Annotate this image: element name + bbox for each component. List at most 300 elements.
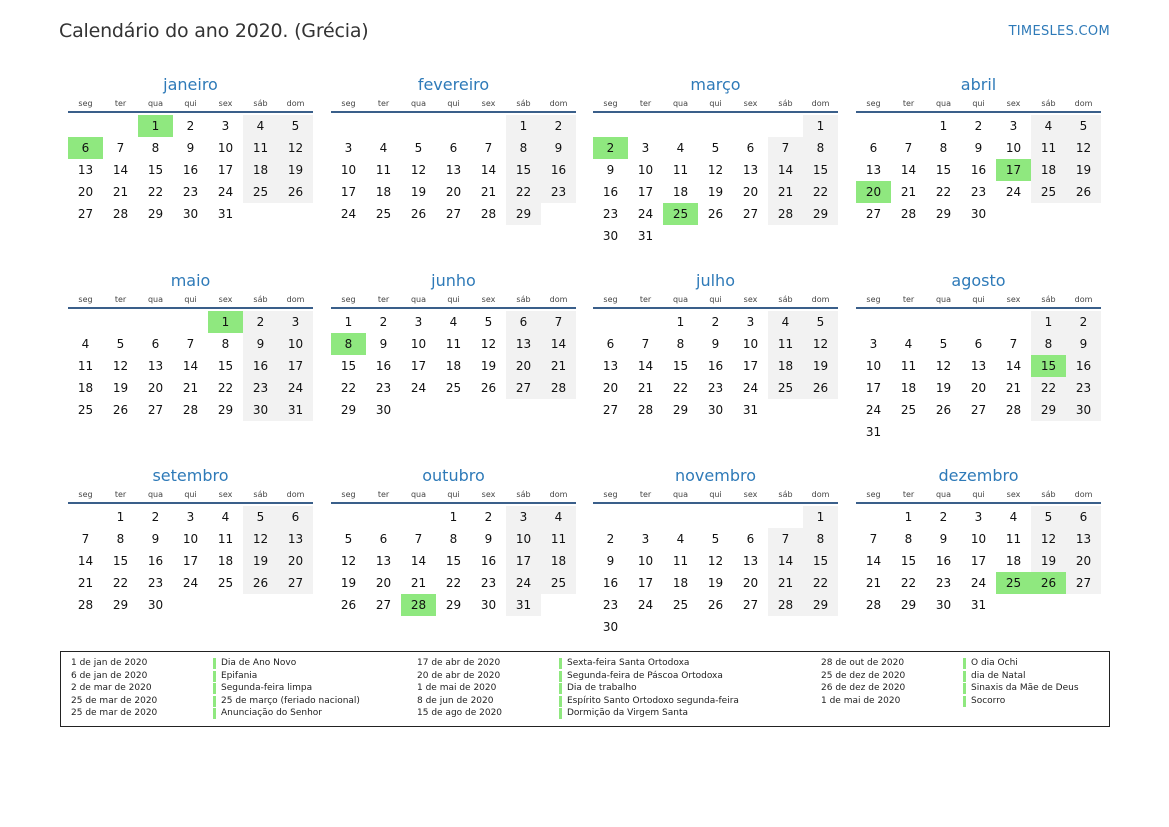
month-8 <box>856 270 1101 443</box>
day-cell: 29 <box>217 403 234 417</box>
day-cell: 26 <box>803 377 838 399</box>
empty-cell <box>593 311 628 333</box>
day-cell: 5 <box>1031 506 1066 528</box>
day-cell: 20 <box>970 381 987 395</box>
day-cell: 16 <box>147 554 164 568</box>
day-cell: 9 <box>606 163 615 177</box>
month-6 <box>331 270 576 421</box>
day-cell: 7 <box>641 337 650 351</box>
weekday-label: qua <box>410 295 427 304</box>
weekday-label: qui <box>709 295 722 304</box>
day-cell: 10 <box>182 532 199 546</box>
weekday-header <box>593 488 838 504</box>
day-cell: 15 <box>803 550 838 572</box>
month-10 <box>331 465 576 616</box>
weekday-label: ter <box>114 295 127 304</box>
day-cell: 27 <box>1066 572 1101 594</box>
day-cell: 24 <box>278 377 313 399</box>
day-cell: 10 <box>278 333 313 355</box>
day-cell: 7 <box>768 137 803 159</box>
day-cell: 9 <box>711 337 720 351</box>
site-link[interactable]: TIMESLES.COM <box>1008 24 1110 39</box>
weekday-header <box>593 97 838 113</box>
day-cell: 10 <box>970 532 987 546</box>
empty-cell <box>173 311 208 333</box>
day-cell: 26 <box>340 598 357 612</box>
weekday-label: sex <box>481 295 496 304</box>
day-cell: 2 <box>379 315 388 329</box>
weekday-label: ter <box>639 490 652 499</box>
legend-row <box>417 707 739 720</box>
day-cell: 22 <box>672 381 689 395</box>
day-cell: 14 <box>865 554 882 568</box>
day-cell: 7 <box>81 532 90 546</box>
day-cell: 5 <box>484 315 493 329</box>
day-cell: 17 <box>506 550 541 572</box>
day-cell: 18 <box>1005 554 1022 568</box>
days-grid <box>68 115 313 225</box>
day-cell: 26 <box>480 381 497 395</box>
day-cell: 11 <box>672 163 689 177</box>
day-cell: 7 <box>186 337 195 351</box>
day-cell: 31 <box>278 399 313 421</box>
day-cell: 1 <box>803 506 838 528</box>
month-name: abril <box>960 75 997 94</box>
day-cell: 10 <box>217 141 234 155</box>
legend-holiday-name: Sinaxis da Mãe de Deus <box>971 683 1079 694</box>
weekday-label: qui <box>972 490 985 499</box>
weekday-label: sáb <box>778 99 793 108</box>
day-cell: 19 <box>410 185 427 199</box>
weekday-label: sex <box>743 490 758 499</box>
weekday-label: dom <box>286 99 305 108</box>
holiday-day-cell: 17 <box>996 159 1031 181</box>
day-cell: 14 <box>637 359 654 373</box>
legend-row <box>417 657 739 670</box>
day-cell: 17 <box>278 355 313 377</box>
day-cell: 8 <box>506 137 541 159</box>
day-cell: 27 <box>278 572 313 594</box>
month-5 <box>68 270 313 421</box>
month-12 <box>856 465 1101 616</box>
weekday-header <box>856 293 1101 309</box>
day-cell: 12 <box>707 554 724 568</box>
day-cell: 4 <box>768 311 803 333</box>
weekday-label: qui <box>184 99 197 108</box>
day-cell: 22 <box>1031 377 1066 399</box>
day-cell: 13 <box>375 554 392 568</box>
weekday-label: dom <box>1074 99 1093 108</box>
day-cell: 24 <box>410 381 427 395</box>
day-cell: 17 <box>217 163 234 177</box>
holiday-day-cell: 1 <box>208 311 243 333</box>
day-cell: 14 <box>1005 359 1022 373</box>
empty-cell <box>138 311 173 333</box>
day-cell: 28 <box>541 377 576 399</box>
day-cell: 26 <box>707 598 724 612</box>
day-cell: 16 <box>707 359 724 373</box>
month-name: julho <box>696 271 735 290</box>
weekday-label: qua <box>672 295 689 304</box>
holiday-day-cell: 8 <box>331 333 366 355</box>
weekday-label: dom <box>1074 295 1093 304</box>
weekday-label: seg <box>78 295 93 304</box>
day-cell: 28 <box>768 203 803 225</box>
day-cell: 7 <box>414 532 423 546</box>
day-cell: 25 <box>77 403 94 417</box>
day-cell: 20 <box>445 185 462 199</box>
day-cell: 18 <box>672 576 689 590</box>
weekday-label: sex <box>743 99 758 108</box>
day-cell: 1 <box>1031 311 1066 333</box>
day-cell: 10 <box>637 554 654 568</box>
holiday-day-cell: 25 <box>996 572 1031 594</box>
day-cell: 30 <box>480 598 497 612</box>
day-cell: 10 <box>340 163 357 177</box>
weekday-header <box>331 488 576 504</box>
day-cell: 1 <box>803 115 838 137</box>
day-cell: 19 <box>707 576 724 590</box>
day-cell: 19 <box>243 550 278 572</box>
legend-row <box>71 657 360 670</box>
days-grid <box>856 115 1101 225</box>
weekday-label: seg <box>78 99 93 108</box>
day-cell: 2 <box>974 119 983 133</box>
day-cell: 31 <box>742 403 759 417</box>
day-cell: 28 <box>182 403 199 417</box>
day-cell: 18 <box>672 185 689 199</box>
day-cell: 8 <box>151 141 160 155</box>
days-grid <box>331 506 576 616</box>
day-cell: 18 <box>1031 159 1066 181</box>
day-cell: 17 <box>410 359 427 373</box>
legend-holiday-name: 25 de março (feriado nacional) <box>221 695 360 706</box>
weekday-label: dom <box>1074 490 1093 499</box>
day-cell: 8 <box>803 137 838 159</box>
day-cell: 27 <box>742 207 759 221</box>
weekday-header <box>331 293 576 309</box>
day-cell: 14 <box>900 163 917 177</box>
day-cell: 21 <box>768 181 803 203</box>
day-cell: 15 <box>803 159 838 181</box>
day-cell: 23 <box>1066 377 1101 399</box>
day-cell: 23 <box>147 576 164 590</box>
day-cell: 28 <box>1005 403 1022 417</box>
weekday-label: qua <box>672 490 689 499</box>
month-11 <box>593 465 838 638</box>
weekday-label: seg <box>341 490 356 499</box>
weekday-label: dom <box>286 295 305 304</box>
day-cell: 20 <box>77 185 94 199</box>
weekday-label: qua <box>147 295 164 304</box>
day-cell: 2 <box>186 119 195 133</box>
day-cell: 2 <box>939 510 948 524</box>
days-grid <box>68 506 313 616</box>
days-grid <box>593 506 838 638</box>
empty-cell <box>768 506 803 528</box>
legend-row <box>71 695 360 708</box>
weekday-header <box>856 488 1101 504</box>
day-cell: 4 <box>221 510 230 524</box>
day-cell: 6 <box>746 532 755 546</box>
day-cell: 28 <box>77 598 94 612</box>
day-cell: 8 <box>904 532 913 546</box>
empty-cell <box>663 115 698 137</box>
day-cell: 30 <box>243 399 278 421</box>
day-cell: 20 <box>278 550 313 572</box>
empty-cell <box>628 311 663 333</box>
day-cell: 7 <box>484 141 493 155</box>
day-cell: 27 <box>970 403 987 417</box>
weekday-header <box>68 488 313 504</box>
day-cell: 12 <box>1066 137 1101 159</box>
empty-cell <box>996 311 1031 333</box>
empty-cell <box>593 115 628 137</box>
empty-cell <box>68 506 103 528</box>
day-cell: 12 <box>243 528 278 550</box>
weekday-label: ter <box>902 490 915 499</box>
empty-cell <box>768 115 803 137</box>
day-cell: 5 <box>803 311 838 333</box>
empty-cell <box>436 115 471 137</box>
day-cell: 29 <box>672 403 689 417</box>
empty-cell <box>891 115 926 137</box>
day-cell: 12 <box>410 163 427 177</box>
weekday-label: qui <box>447 295 460 304</box>
day-cell: 20 <box>1066 550 1101 572</box>
day-cell: 11 <box>1031 137 1066 159</box>
day-cell: 29 <box>445 598 462 612</box>
day-cell: 7 <box>541 311 576 333</box>
holiday-day-cell: 26 <box>1031 572 1066 594</box>
empty-cell <box>856 506 891 528</box>
day-cell: 11 <box>243 137 278 159</box>
day-cell: 18 <box>77 381 94 395</box>
legend-date: 25 de dez de 2020 <box>821 670 906 681</box>
day-cell: 2 <box>1066 311 1101 333</box>
legend-holiday-name: Sexta-feira Santa Ortodoxa <box>567 658 690 668</box>
day-cell: 5 <box>344 532 353 546</box>
legend-row <box>417 682 739 695</box>
weekday-label: dom <box>811 490 830 499</box>
day-cell: 25 <box>672 598 689 612</box>
day-cell: 11 <box>217 532 234 546</box>
day-cell: 25 <box>445 381 462 395</box>
day-cell: 22 <box>803 181 838 203</box>
weekday-label: seg <box>866 295 881 304</box>
day-cell: 15 <box>900 554 917 568</box>
day-cell: 12 <box>340 554 357 568</box>
weekday-label: ter <box>639 99 652 108</box>
legend-row <box>417 670 739 683</box>
day-cell: 8 <box>221 337 230 351</box>
month-name: março <box>690 75 741 94</box>
weekday-label: sex <box>1006 295 1021 304</box>
day-cell: 16 <box>243 355 278 377</box>
day-cell: 9 <box>379 337 388 351</box>
day-cell: 17 <box>865 381 882 395</box>
legend-row <box>821 682 1079 695</box>
day-cell: 15 <box>147 163 164 177</box>
day-cell: 10 <box>410 337 427 351</box>
day-cell: 31 <box>970 598 987 612</box>
day-cell: 7 <box>869 532 878 546</box>
day-cell: 23 <box>243 377 278 399</box>
weekday-header <box>331 97 576 113</box>
day-cell: 6 <box>151 337 160 351</box>
day-cell: 4 <box>676 141 685 155</box>
empty-cell <box>68 115 103 137</box>
day-cell: 14 <box>541 333 576 355</box>
weekday-label: seg <box>341 99 356 108</box>
legend-holiday-name: Epifania <box>221 670 258 681</box>
day-cell: 1 <box>506 115 541 137</box>
day-cell: 4 <box>676 532 685 546</box>
day-cell: 13 <box>445 163 462 177</box>
day-cell: 11 <box>375 163 392 177</box>
day-cell: 21 <box>900 185 917 199</box>
day-cell: 19 <box>480 359 497 373</box>
holiday-legend <box>60 651 1110 727</box>
day-cell: 31 <box>506 594 541 616</box>
day-cell: 16 <box>375 359 392 373</box>
legend-holiday-name: Socorro <box>971 695 1006 706</box>
day-cell: 12 <box>1031 528 1066 550</box>
day-cell: 18 <box>445 359 462 373</box>
weekday-label: qua <box>935 490 952 499</box>
weekday-label: sáb <box>1041 99 1056 108</box>
day-cell: 29 <box>147 207 164 221</box>
day-cell: 14 <box>480 163 497 177</box>
day-cell: 6 <box>506 311 541 333</box>
day-cell: 9 <box>1066 333 1101 355</box>
weekday-label: sáb <box>1041 295 1056 304</box>
day-cell: 20 <box>602 381 619 395</box>
month-name: fevereiro <box>417 75 490 94</box>
weekday-label: qua <box>672 99 689 108</box>
day-cell: 20 <box>742 576 759 590</box>
day-cell: 30 <box>935 598 952 612</box>
day-cell: 2 <box>484 510 493 524</box>
day-cell: 11 <box>672 554 689 568</box>
day-cell: 18 <box>768 355 803 377</box>
day-cell: 11 <box>1005 532 1022 546</box>
day-cell: 13 <box>147 359 164 373</box>
day-cell: 27 <box>865 207 882 221</box>
day-cell: 6 <box>606 337 615 351</box>
day-cell: 26 <box>410 207 427 221</box>
days-grid <box>593 115 838 247</box>
day-cell: 12 <box>480 337 497 351</box>
day-cell: 16 <box>182 163 199 177</box>
weekday-label: qui <box>447 99 460 108</box>
day-cell: 29 <box>340 403 357 417</box>
month-2 <box>331 74 576 225</box>
day-cell: 14 <box>768 159 803 181</box>
day-cell: 26 <box>707 207 724 221</box>
day-cell: 25 <box>243 181 278 203</box>
day-cell: 4 <box>379 141 388 155</box>
day-cell: 28 <box>900 207 917 221</box>
day-cell: 1 <box>116 510 125 524</box>
day-cell: 13 <box>865 163 882 177</box>
legend-marker <box>213 683 216 694</box>
month-4 <box>856 74 1101 225</box>
weekday-label: seg <box>341 295 356 304</box>
month-name: junho <box>431 271 476 290</box>
day-cell: 2 <box>711 315 720 329</box>
empty-cell <box>593 506 628 528</box>
day-cell: 6 <box>974 337 983 351</box>
day-cell: 17 <box>637 185 654 199</box>
day-cell: 9 <box>974 141 983 155</box>
day-cell: 27 <box>147 403 164 417</box>
day-cell: 16 <box>541 159 576 181</box>
day-cell: 27 <box>602 403 619 417</box>
legend-holiday-name: Dormição da Virgem Santa <box>567 708 689 719</box>
day-cell: 20 <box>147 381 164 395</box>
day-cell: 30 <box>970 207 987 221</box>
legend-date: 6 de jan de 2020 <box>71 670 148 681</box>
day-cell: 27 <box>506 377 541 399</box>
day-cell: 19 <box>1066 159 1101 181</box>
day-cell: 30 <box>602 229 619 243</box>
day-cell: 16 <box>970 163 987 177</box>
day-cell: 12 <box>803 333 838 355</box>
day-cell: 5 <box>1066 115 1101 137</box>
day-cell: 13 <box>278 528 313 550</box>
legend-marker <box>213 658 216 669</box>
day-cell: 15 <box>217 359 234 373</box>
day-cell: 14 <box>77 554 94 568</box>
legend-row <box>821 695 1079 708</box>
weekday-label: qui <box>709 490 722 499</box>
day-cell: 15 <box>445 554 462 568</box>
day-cell: 4 <box>243 115 278 137</box>
day-cell: 23 <box>541 181 576 203</box>
month-1 <box>68 74 313 225</box>
day-cell: 9 <box>606 554 615 568</box>
day-cell: 30 <box>147 598 164 612</box>
day-cell: 23 <box>480 576 497 590</box>
day-cell: 28 <box>112 207 129 221</box>
weekday-label: qua <box>147 99 164 108</box>
weekday-header <box>68 293 313 309</box>
weekday-label: sex <box>743 295 758 304</box>
day-cell: 27 <box>77 207 94 221</box>
empty-cell <box>331 115 366 137</box>
day-cell: 13 <box>1066 528 1101 550</box>
day-cell: 29 <box>935 207 952 221</box>
day-cell: 22 <box>445 576 462 590</box>
day-cell: 3 <box>641 141 650 155</box>
empty-cell <box>366 115 401 137</box>
day-cell: 6 <box>278 506 313 528</box>
weekday-label: seg <box>866 490 881 499</box>
day-cell: 5 <box>939 337 948 351</box>
day-cell: 31 <box>637 229 654 243</box>
weekday-label: dom <box>549 99 568 108</box>
legend-date: 1 de mai de 2020 <box>417 683 497 694</box>
day-cell: 17 <box>637 576 654 590</box>
day-cell: 28 <box>768 594 803 616</box>
weekday-header <box>593 293 838 309</box>
day-cell: 5 <box>278 115 313 137</box>
weekday-label: qua <box>147 490 164 499</box>
day-cell: 2 <box>151 510 160 524</box>
day-cell: 10 <box>1005 141 1022 155</box>
day-cell: 30 <box>1066 399 1101 421</box>
